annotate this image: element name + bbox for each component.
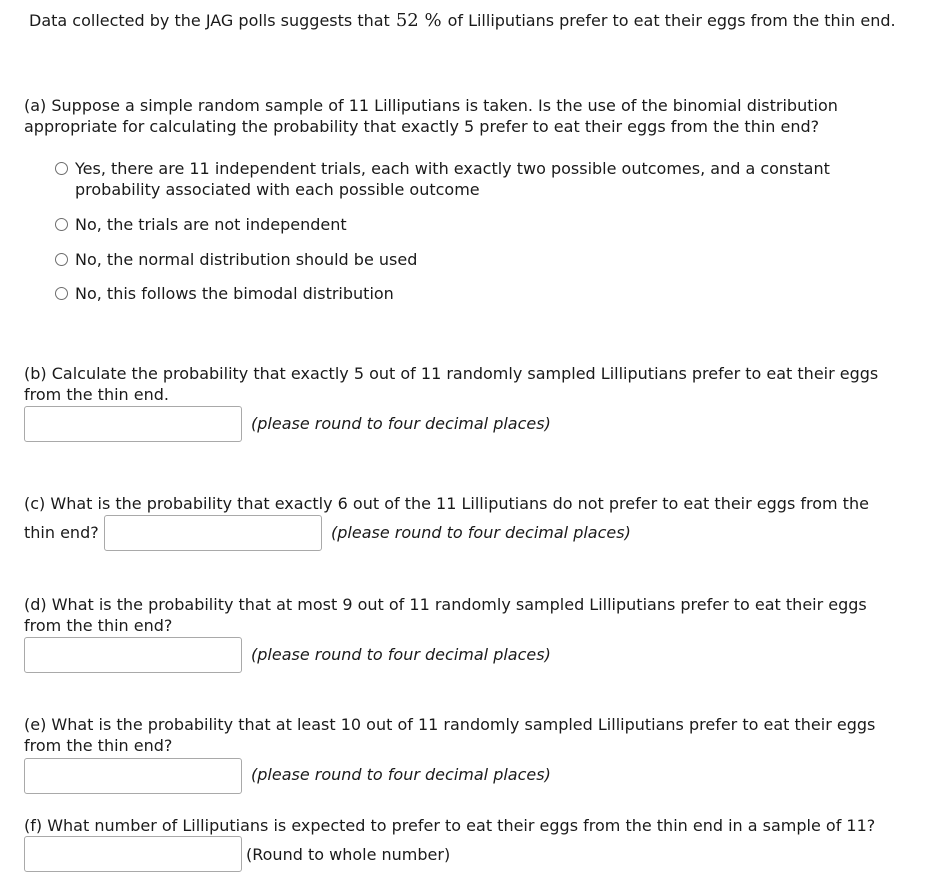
radio-button[interactable] <box>55 287 68 300</box>
part-f-answer-input[interactable] <box>24 836 242 872</box>
option-label: No, the trials are not independent <box>75 215 347 234</box>
part-f-hint: (Round to whole number) <box>246 845 451 864</box>
part-c-question-line1: (c) What is the probability that exactly 6 out of the 11 Lilliputians do not prefer to eat their eggs from the <box>24 494 869 513</box>
intro-percent: 52 % <box>395 10 442 31</box>
radio-button[interactable] <box>55 162 68 175</box>
radio-button[interactable] <box>55 218 68 231</box>
part-d-answer-input[interactable] <box>24 637 242 673</box>
part-a-question: (a) Suppose a simple random sample of 11 Lilliputians is taken. Is the use of the binomial distribution appropriate for calculating the probability that exactly 5 prefer to eat their eggs from the thin end? <box>24 96 838 136</box>
part-e-answer-input[interactable] <box>24 758 242 794</box>
part-c-answer-input[interactable] <box>104 515 322 551</box>
part-e-question: (e) What is the probability that at least 10 out of 11 randomly sampled Lilliputians prefer to eat their eggs from the thin end? <box>24 715 876 755</box>
intro-text-before: Data collected by the JAG polls suggests that <box>29 11 390 30</box>
part-b-answer-input[interactable] <box>24 406 242 442</box>
part-e-hint: (please round to four decimal places) <box>251 765 551 784</box>
option-yes-binomial[interactable] <box>55 158 855 200</box>
part-b-hint: (please round to four decimal places) <box>251 414 551 433</box>
option-normal-distribution[interactable] <box>55 249 855 270</box>
part-d-hint: (please round to four decimal places) <box>251 645 551 664</box>
intro-text <box>24 10 904 31</box>
part-c-hint: (please round to four decimal places) <box>331 523 631 542</box>
radio-button[interactable] <box>55 253 68 266</box>
part-c-question-line2: thin end? <box>24 523 99 542</box>
option-not-independent[interactable] <box>55 214 855 235</box>
intro-text-after: of Lilliputians prefer to eat their eggs from the thin end. <box>447 11 896 30</box>
part-d-question: (d) What is the probability that at most 9 out of 11 randomly sampled Lilliputians prefer to eat their eggs from the thin end? <box>24 595 867 635</box>
option-label: No, this follows the bimodal distribution <box>75 284 394 303</box>
option-bimodal-distribution[interactable] <box>55 283 855 304</box>
option-label: Yes, there are 11 independent trials, each with exactly two possible outcomes, and a constant probability associated with each possible outcome <box>75 159 830 199</box>
part-b-question: (b) Calculate the probability that exactly 5 out of 11 randomly sampled Lilliputians prefer to eat their eggs from the thin end. <box>24 364 879 404</box>
part-f-question: (f) What number of Lilliputians is expected to prefer to eat their eggs from the thin end in a sample of 11? <box>24 816 876 835</box>
option-label: No, the normal distribution should be used <box>75 250 418 269</box>
